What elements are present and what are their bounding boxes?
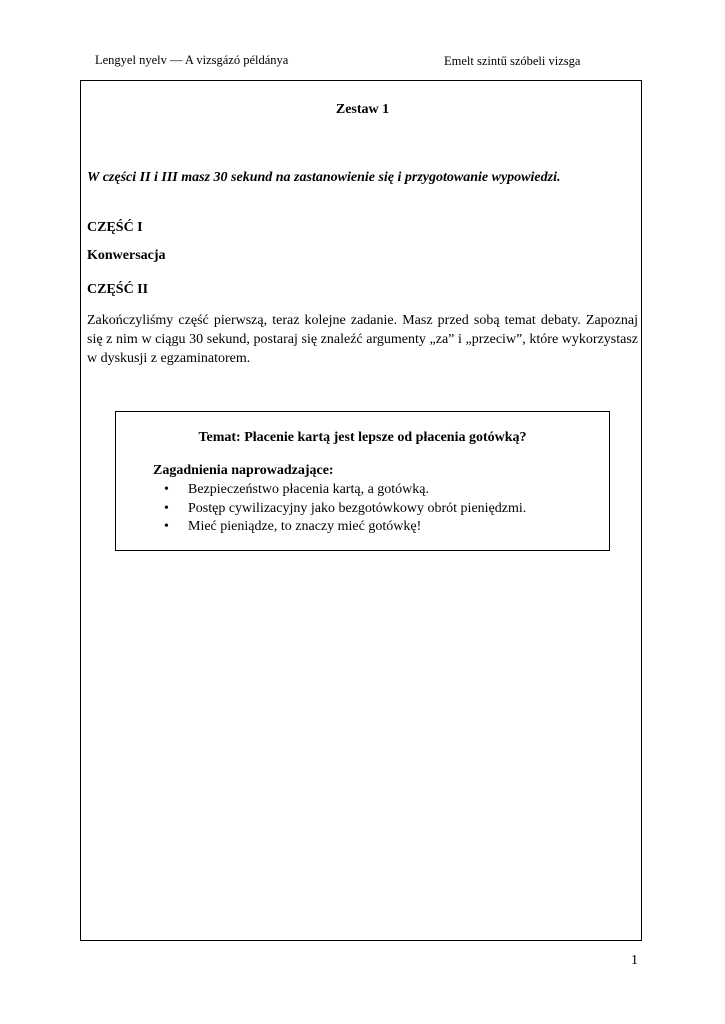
list-item-text: Bezpieczeństwo płacenia kartą, a gotówką. [188, 482, 430, 497]
part1-subheading: Konwersacja [87, 248, 166, 263]
bullet-icon: • [164, 519, 169, 534]
bullet-icon: • [164, 500, 169, 516]
list-item-text: Postęp cywilizacyjny jako bezgotówkowy obrót pieniędzmi. [188, 500, 527, 516]
set-title: Zestaw 1 [335, 102, 390, 117]
list-item [156, 500, 526, 519]
guide-list [156, 481, 526, 537]
topic-title: Temat: Płacenie kartą jest lepsze od płacenia gotówką? [198, 430, 527, 445]
debate-topic-box [115, 411, 610, 551]
header-exam-level: Emelt szintű szóbeli vizsga [444, 54, 581, 68]
page-number: 1 [631, 953, 638, 968]
header-subject: Lengyel nyelv — A vizsgázó példánya [95, 53, 289, 67]
list-item-text: Mieć pieniądze, to znaczy mieć gotówkę! [188, 519, 422, 534]
guide-heading: Zagadnienia naprowadzające: [153, 463, 334, 478]
instruction-text: W części II i III masz 30 sekund na zastanowienie się i przygotowanie wypowiedzi. [87, 170, 561, 185]
part1-heading: CZĘŚĆ I [87, 220, 143, 235]
bullet-icon: • [164, 482, 169, 497]
part2-intro-paragraph: Zakończyliśmy część pierwszą, teraz kolejne zadanie. Masz przed sobą temat debaty. Zapoznaj się z nim w ciągu 30 sekund, postaraj się znaleźć argumenty „za” i „przeciw”, które wykorzystasz w dyskusji z egzaminatorem. [87, 313, 638, 366]
part2-heading: CZĘŚĆ II [87, 282, 149, 297]
list-item [156, 518, 526, 537]
list-item [156, 481, 526, 500]
